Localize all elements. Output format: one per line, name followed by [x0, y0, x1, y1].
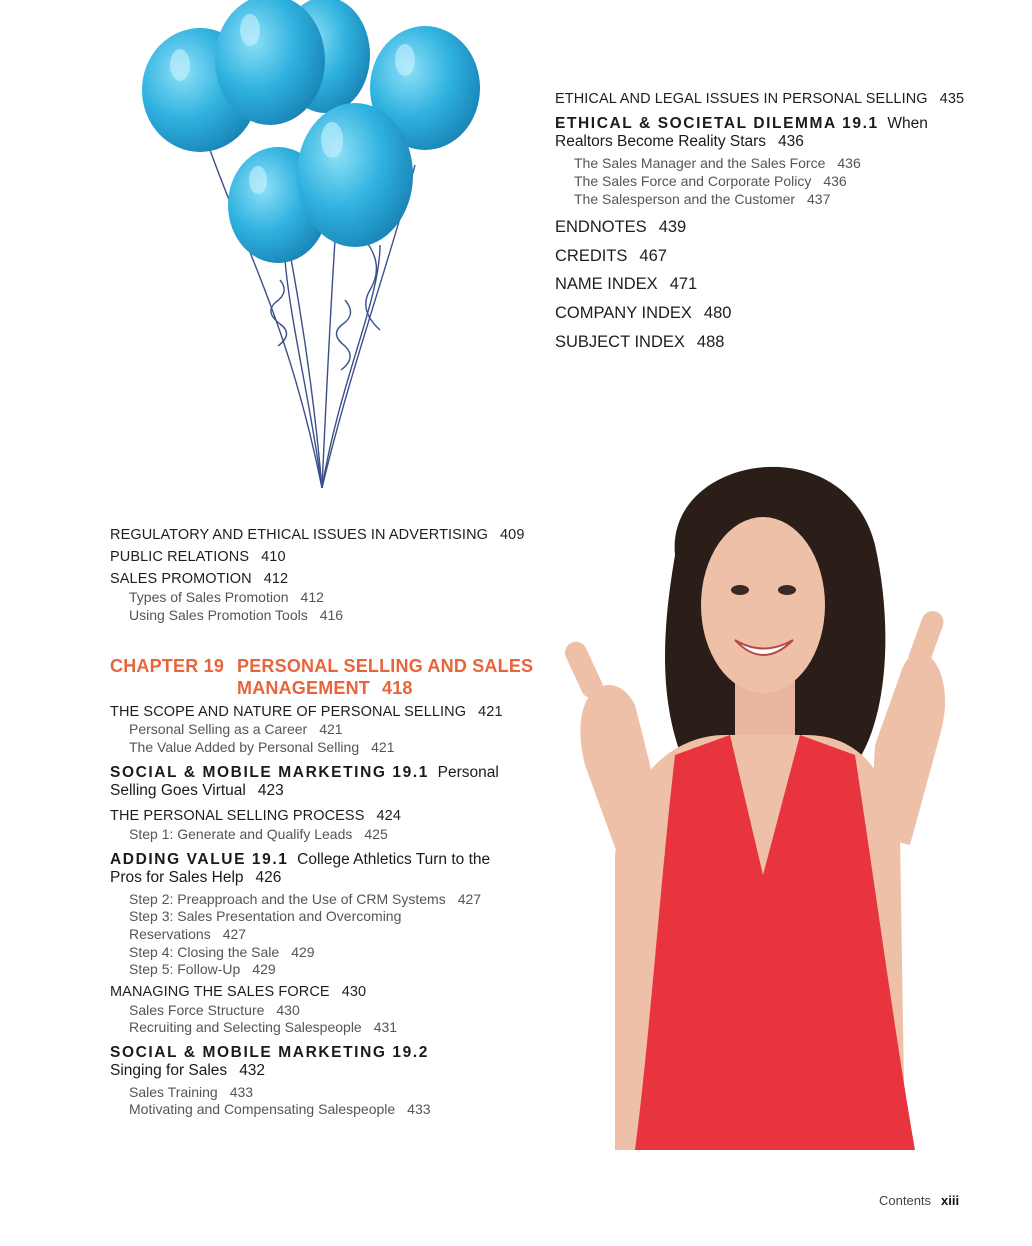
toc-scope-nature[interactable]: THE SCOPE AND NATURE OF PERSONAL SELLING 421: [110, 704, 503, 720]
toc-subject-index[interactable]: SUBJECT INDEX 488: [555, 333, 725, 351]
toc-endnotes[interactable]: ENDNOTES 439: [555, 218, 687, 236]
toc-sub-step5[interactable]: Step 5: Follow-Up 429: [129, 961, 276, 977]
chapter-heading-title-line2[interactable]: MANAGEMENT 418: [237, 678, 413, 698]
toc-sub-step2[interactable]: Step 2: Preapproach and the Use of CRM Systems 427: [129, 891, 482, 907]
footer-label: Contents: [879, 1193, 932, 1208]
toc-regulatory-advertising[interactable]: REGULATORY AND ETHICAL ISSUES IN ADVERTISING 409: [110, 527, 525, 543]
toc-sales-promotion[interactable]: SALES PROMOTION 412: [110, 571, 289, 587]
toc-sub-salesperson-customer[interactable]: The Salesperson and the Customer 437: [574, 191, 831, 207]
toc-public-relations[interactable]: PUBLIC RELATIONS 410: [110, 549, 286, 565]
toc-dilemma-box-line2[interactable]: Realtors Become Reality Stars 436: [555, 133, 804, 150]
toc-sub-career[interactable]: Personal Selling as a Career 421: [129, 721, 343, 737]
toc-adding-value-19-1-line1[interactable]: ADDING VALUE 19.1 College Athletics Turn to the: [110, 851, 491, 868]
toc-company-index[interactable]: COMPANY INDEX 480: [555, 304, 732, 322]
toc-dilemma-box-line1[interactable]: ETHICAL & SOCIETAL DILEMMA 19.1 When: [555, 115, 928, 132]
toc-name-index[interactable]: NAME INDEX 471: [555, 275, 698, 293]
toc-sub-corporate-policy[interactable]: The Sales Force and Corporate Policy 436: [574, 173, 847, 189]
toc-sub-structure[interactable]: Sales Force Structure 430: [129, 1002, 300, 1018]
toc-social-mobile-19-2-line2[interactable]: Singing for Sales 432: [110, 1062, 266, 1079]
footer-page-number: xiii: [941, 1193, 960, 1208]
toc-sub-types-sales-promotion[interactable]: Types of Sales Promotion 412: [129, 589, 324, 605]
toc-social-mobile-19-2-line1[interactable]: SOCIAL & MOBILE MARKETING 19.2: [110, 1044, 429, 1061]
chapter-heading-title-line1[interactable]: PERSONAL SELLING AND SALES: [237, 656, 534, 676]
page-footer: [879, 1193, 959, 1208]
toc-sub-step3[interactable]: Step 3: Sales Presentation and Overcoming: [129, 908, 402, 924]
toc-sub-motivating[interactable]: Motivating and Compensating Salespeople 433: [129, 1101, 431, 1117]
toc-sub-step3-continued[interactable]: Reservations 427: [129, 926, 247, 942]
toc-sub-using-sales-promotion[interactable]: Using Sales Promotion Tools 416: [129, 607, 344, 623]
toc-social-mobile-19-1-line1[interactable]: SOCIAL & MOBILE MARKETING 19.1 Personal: [110, 764, 499, 781]
toc-social-mobile-19-1-line2[interactable]: Selling Goes Virtual 423: [110, 782, 284, 799]
toc-sub-sales-manager[interactable]: The Sales Manager and the Sales Force 436: [574, 155, 861, 171]
toc-managing-sales-force[interactable]: MANAGING THE SALES FORCE 430: [110, 984, 367, 1000]
balloons-image: [140, 0, 500, 500]
toc-entry-ethical-legal[interactable]: ETHICAL AND LEGAL ISSUES IN PERSONAL SELLING 435: [555, 91, 965, 107]
toc-sub-step4[interactable]: Step 4: Closing the Sale 429: [129, 944, 315, 960]
toc-adding-value-19-1-line2[interactable]: Pros for Sales Help 426: [110, 869, 282, 886]
toc-sub-value-added[interactable]: The Value Added by Personal Selling 421: [129, 739, 395, 755]
toc-sub-step1[interactable]: Step 1: Generate and Qualify Leads 425: [129, 826, 388, 842]
chapter-heading-label[interactable]: CHAPTER 19: [110, 656, 225, 676]
smiling-woman-photo: [555, 435, 970, 1150]
toc-selling-process[interactable]: THE PERSONAL SELLING PROCESS 424: [110, 808, 401, 824]
toc-sub-sales-training[interactable]: Sales Training 433: [129, 1084, 254, 1100]
toc-sub-recruiting[interactable]: Recruiting and Selecting Salespeople 431: [129, 1019, 398, 1035]
toc-credits[interactable]: CREDITS 467: [555, 247, 667, 265]
